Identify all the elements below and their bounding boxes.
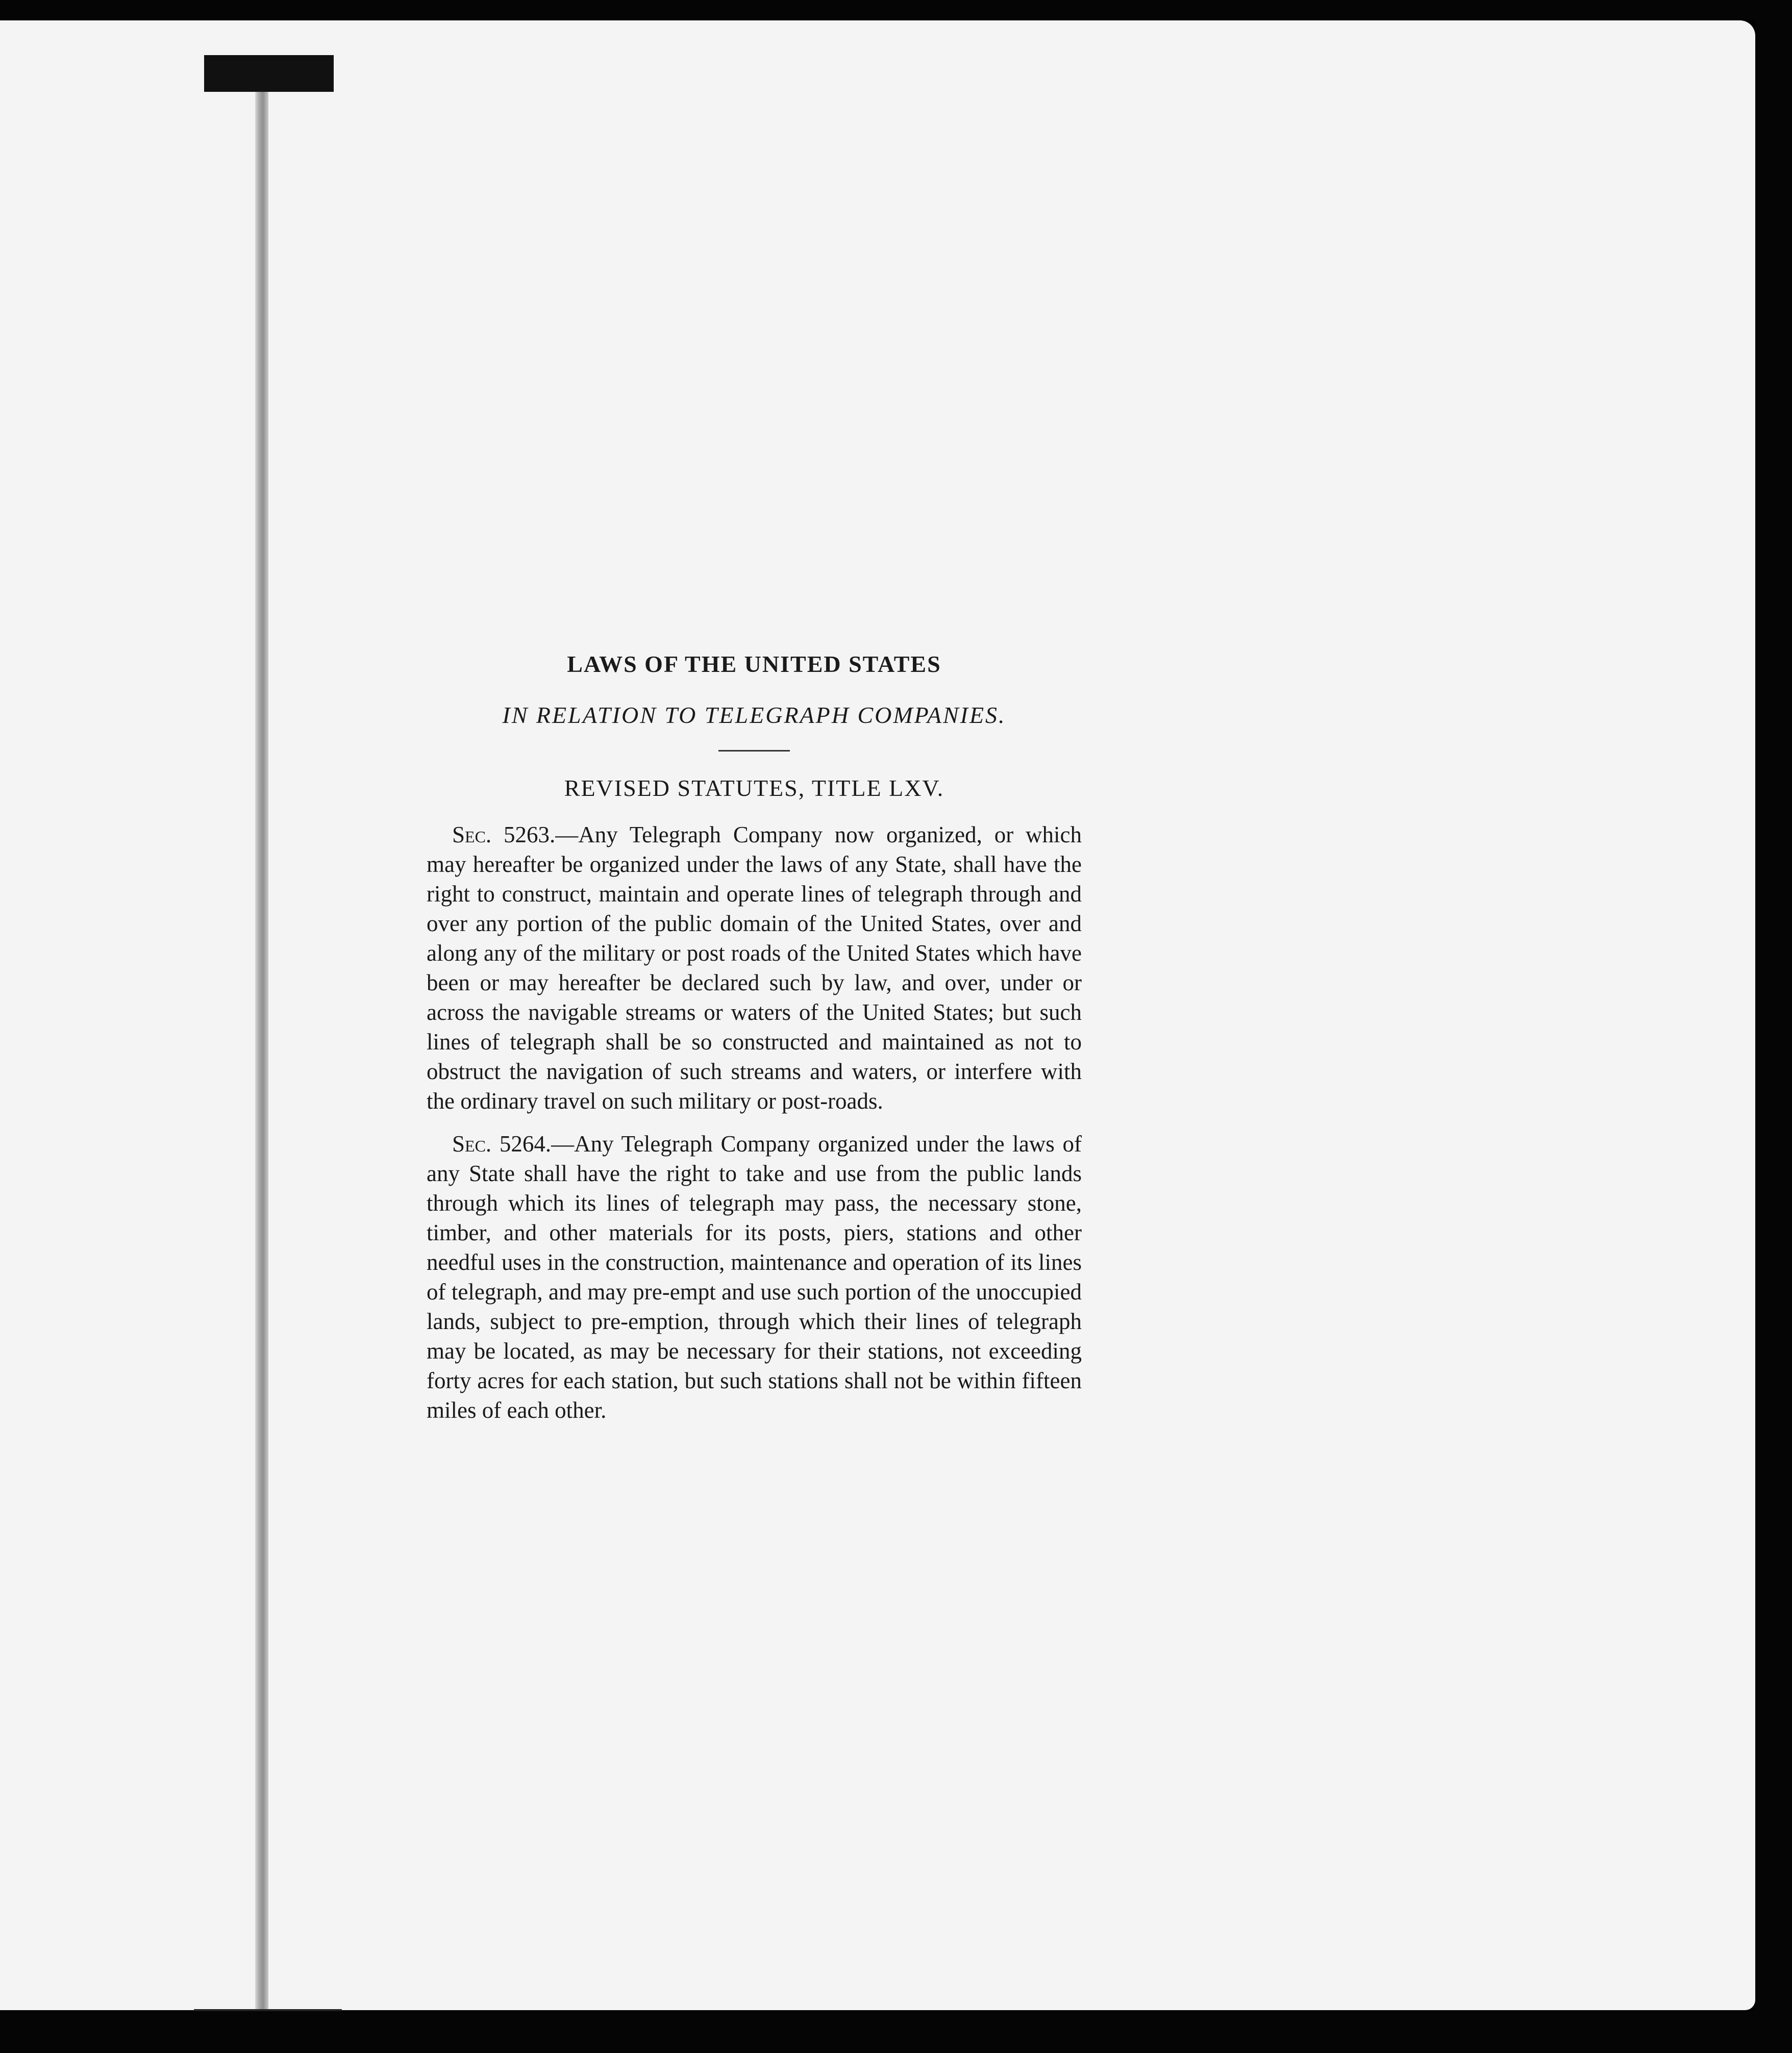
document-subtitle: IN RELATION TO TELEGRAPH COMPANIES. — [502, 702, 1006, 728]
binding-tab — [204, 55, 334, 92]
document-body — [427, 648, 1082, 1425]
section-heading: REVISED STATUTES, TITLE LXV. — [564, 775, 944, 801]
statute-section-5263 — [427, 820, 1082, 1116]
title-divider — [718, 750, 790, 752]
statute-section-5264 — [427, 1129, 1082, 1425]
section-label: Sec. 5263. — [452, 822, 556, 847]
binding-strip — [255, 92, 268, 2010]
document-title: LAWS OF THE UNITED STATES — [567, 651, 941, 677]
section-text: —Any Telegraph Company now organized, or which may hereafter be organized under the laws of any State, shall have the right to construct, maintain and operate lines of telegraph through and over any portion of the public domain of the United States, over and along any of the military or post roads of the United States which have been or may hereafter be declared such by law, and over, under or across the navigable streams or waters of the United States; but such lines of telegraph shall be so constructed and maintained as not to obstruct the navigation of such streams and waters, or interfere with the ordinary travel on such military or post-roads. — [427, 822, 1082, 1114]
binding-foot — [189, 2000, 352, 2020]
scan-border-right — [1755, 0, 1792, 2053]
section-text: —Any Telegraph Company organized under the laws of any State shall have the right to take and use from the public lands through which its lines of telegraph may pass, the necessary stone, timber, and other materials for its posts, piers, stations and other needful uses in the construction, maintenance and operation of its lines of telegraph, and may pre-empt and use such portion of the unoccupied lands, subject to pre-emption, through which their lines of telegraph may be located, as may be necessary for their stations, not exceeding forty acres for each station, but such stations shall not be within fifteen miles of each other. — [427, 1131, 1082, 1423]
scan-border-top — [0, 0, 1792, 20]
section-label: Sec. 5264. — [452, 1131, 552, 1157]
